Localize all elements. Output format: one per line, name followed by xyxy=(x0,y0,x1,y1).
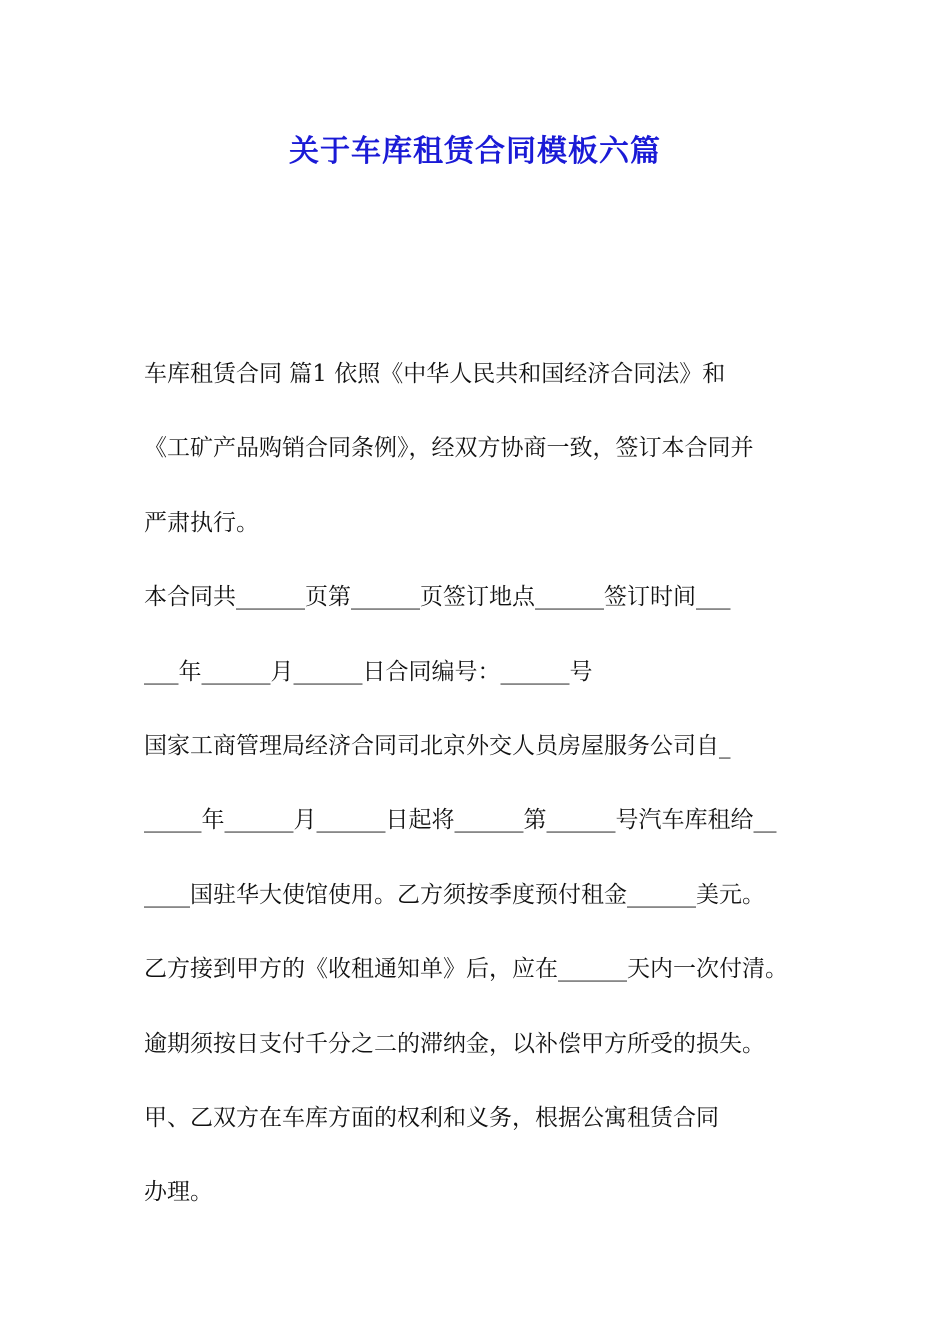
body-line: 乙方接到甲方的《收租通知单》后，应在______天内一次付清。 xyxy=(144,956,788,983)
document-title: 关于车库租赁合同模板六篇 xyxy=(289,134,661,169)
body-line: ___年______月______日合同编号：______号 xyxy=(144,658,593,685)
body-line: 车库租赁合同 篇1 依照《中华人民共和国经济合同法》和 xyxy=(144,361,726,387)
document-body xyxy=(144,337,834,1230)
body-line: 逾期须按日支付千分之二的滞纳金，以补偿甲方所受的损失。 xyxy=(144,1030,765,1057)
body-line: ____国驻华大使馆使用。乙方须按季度预付租金______美元。 xyxy=(144,881,765,908)
body-line: 国家工商管理局经济合同司北京外交人员房屋服务公司自_ xyxy=(144,733,731,760)
body-line: 办理。 xyxy=(144,1179,213,1206)
body-line: 本合同共______页第______页签订地点______签订时间___ xyxy=(144,584,731,611)
body-line: 甲、乙双方在车库方面的权利和义务，根据公寓租赁合同 xyxy=(144,1105,719,1132)
body-line: _____年______月______日起将______第______号汽车库租给__ xyxy=(144,807,777,834)
body-line: 严肃执行。 xyxy=(144,509,259,536)
body-line: 《工矿产品购销合同条例》，经双方协商一致，签订本合同并 xyxy=(144,435,754,462)
